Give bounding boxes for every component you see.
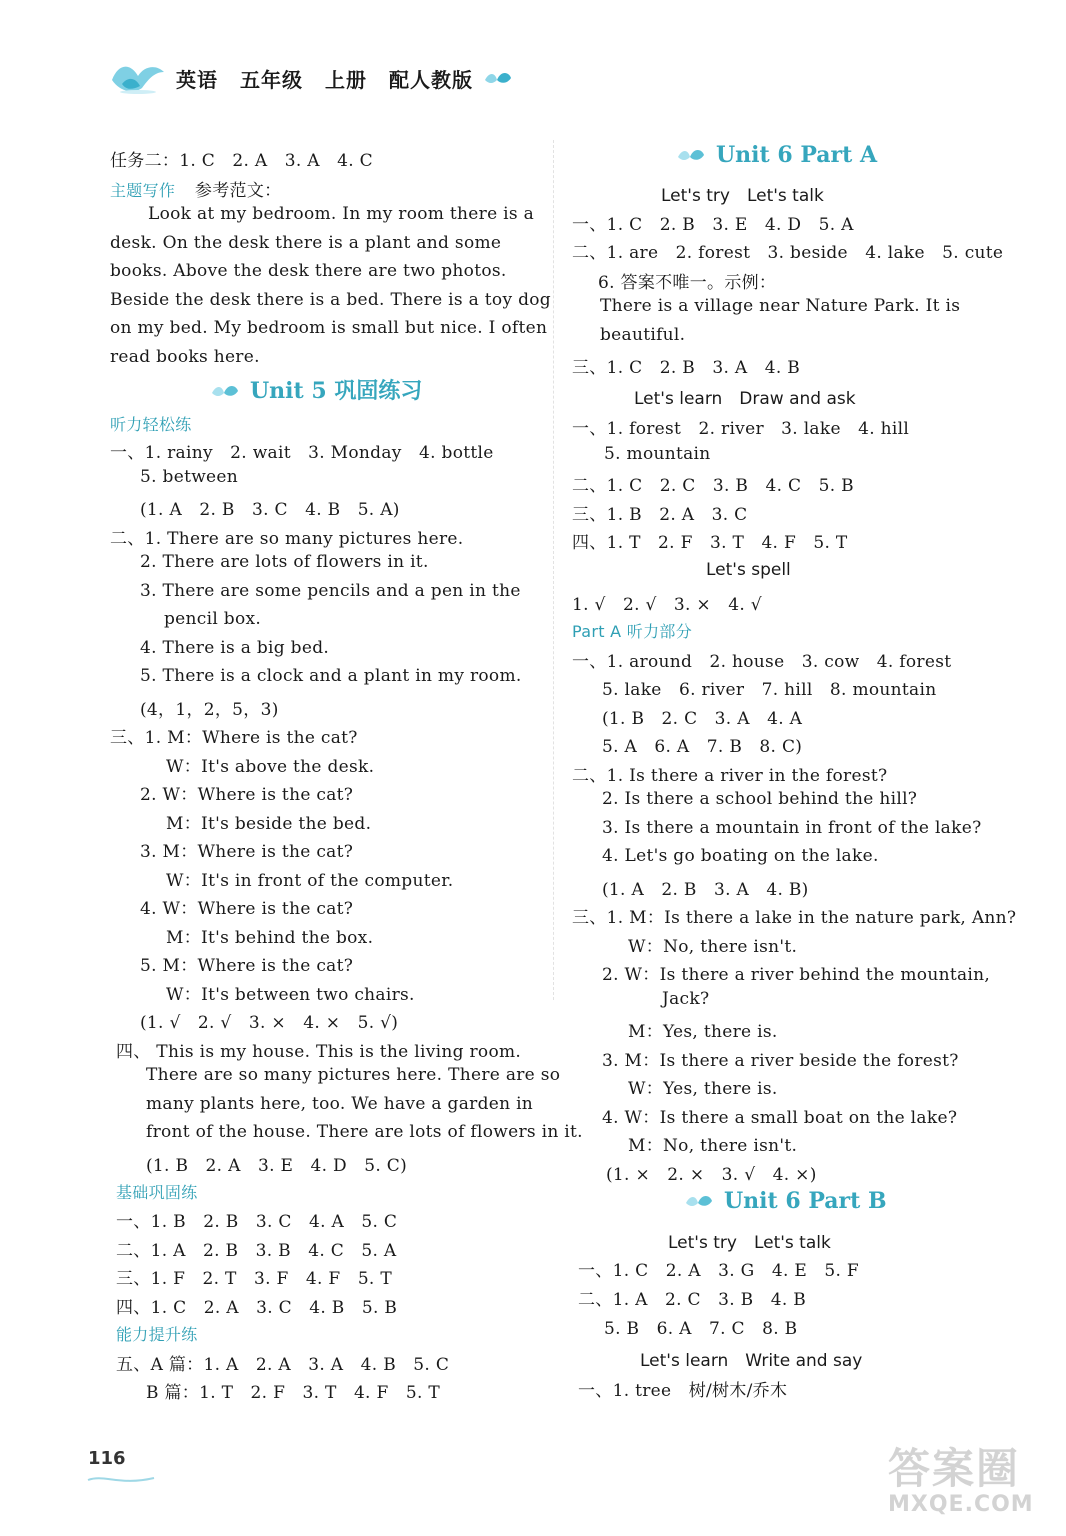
answer-line: 5. A 6. A 7. B 8. C) bbox=[602, 737, 803, 757]
essay-line: books. Above the desk there are two photos. bbox=[110, 261, 507, 281]
answer-line: There are so many pictures here. There are so bbox=[146, 1065, 561, 1085]
answer-line: 1. √ 2. √ 3. × 4. √ bbox=[572, 595, 762, 615]
answer-line: 三、1. F 2. T 3. F 4. F 5. T bbox=[116, 1269, 392, 1289]
answer-line: 4. W：Where is the cat? bbox=[140, 899, 354, 919]
answer-line: 一、1. around 2. house 3. cow 4. forest bbox=[572, 652, 952, 672]
essay-line: desk. On the desk there is a plant and some bbox=[110, 233, 502, 253]
answer-line: 二、1. Is there a river in the forest? bbox=[572, 766, 888, 786]
page-number-underline bbox=[86, 1474, 156, 1486]
answer-line: 二、1. There are so many pictures here. bbox=[110, 529, 464, 549]
answer-line: 4. W：Is there a small boat on the lake? bbox=[602, 1108, 958, 1128]
answer-line: 二、1. are 2. forest 3. beside 4. lake 5. cute bbox=[572, 243, 1004, 263]
answer-line: 3. Is there a mountain in front of the lake? bbox=[602, 818, 982, 838]
answer-line: 4. Let's go boating on the lake. bbox=[602, 846, 879, 866]
answer-line: (1. B 2. A 3. E 4. D 5. C) bbox=[146, 1156, 407, 1176]
answer-line: (1. A 2. B 3. A 4. B) bbox=[602, 880, 809, 900]
answer-line: (1. √ 2. √ 3. × 4. × 5. √) bbox=[140, 1013, 399, 1033]
unit6a-heading bbox=[676, 142, 877, 168]
answer-line: 5. between bbox=[140, 467, 239, 487]
answer-line: There is a village near Nature Park. It is bbox=[600, 296, 961, 316]
writing-label: 主题写作 bbox=[110, 181, 176, 200]
answer-line: M：It's beside the bed. bbox=[166, 814, 372, 834]
answer-line: (1. × 2. × 3. √ 4. ×) bbox=[606, 1165, 817, 1185]
volume: 上册 bbox=[325, 68, 367, 92]
answer-line: M：Yes, there is. bbox=[628, 1022, 778, 1042]
answer-line: 五、A 篇：1. A 2. A 3. A 4. B 5. C bbox=[116, 1355, 450, 1375]
answer-line: 四、1. T 2. F 3. T 4. F 5. T bbox=[572, 533, 848, 553]
section-title: Let's try Let's talk bbox=[668, 1233, 831, 1253]
part-a-label: Part A 听力部分 bbox=[572, 622, 693, 641]
butterfly-icon bbox=[210, 383, 240, 401]
answer-line: (1. A 2. B 3. C 4. B 5. A) bbox=[140, 500, 400, 520]
bird-logo-icon bbox=[108, 58, 168, 96]
answer-line: 5. M：Where is the cat? bbox=[140, 956, 354, 976]
answer-line: W：It's between two chairs. bbox=[166, 985, 415, 1005]
unit6b-title: Unit 6 Part B bbox=[724, 1188, 887, 1214]
task2-answers: 任务二：1. C 2. A 3. A 4. C bbox=[110, 151, 373, 171]
essay-line: Beside the desk there is a bed. There is a toy dog bbox=[110, 290, 551, 310]
watermark-bottom: MXQE.COM bbox=[888, 1492, 1034, 1517]
answer-line: 三、1. M：Is there a lake in the nature park, Ann? bbox=[572, 908, 1017, 928]
answer-line: 三、1. B 2. A 3. C bbox=[572, 505, 748, 525]
answer-line: 四、 This is my house. This is the living room. bbox=[116, 1042, 522, 1062]
writing-ref: 参考范文： bbox=[194, 181, 282, 201]
answer-line: M：No, there isn't. bbox=[628, 1136, 798, 1156]
answer-line: 一、1. C 2. A 3. G 4. E 5. F bbox=[578, 1261, 859, 1281]
watermark-top: 答案圈 bbox=[888, 1444, 1021, 1493]
answer-line: (1. B 2. C 3. A 4. A bbox=[602, 709, 803, 729]
answer-line: 一、1. C 2. B 3. E 4. D 5. A bbox=[572, 215, 854, 235]
section-title: Let's try Let's talk bbox=[661, 186, 824, 206]
page-number: 116 bbox=[88, 1448, 126, 1469]
answer-line: 三、1. C 2. B 3. A 4. B bbox=[572, 358, 801, 378]
answer-line: M：It's behind the box. bbox=[166, 928, 374, 948]
answer-line: W：Yes, there is. bbox=[628, 1079, 778, 1099]
section-title: Let's learn Write and say bbox=[640, 1351, 863, 1371]
answer-line: Jack? bbox=[662, 989, 710, 1009]
answer-line: 四、1. C 2. A 3. C 4. B 5. B bbox=[116, 1298, 398, 1318]
answer-line: front of the house. There are lots of flowers in it. bbox=[146, 1122, 583, 1142]
answer-line: 2. Is there a school behind the hill? bbox=[602, 789, 918, 809]
answer-line: 二、1. A 2. B 3. B 4. C 5. A bbox=[116, 1241, 397, 1261]
unit5-title: Unit 5 巩固练习 bbox=[250, 378, 423, 404]
answer-line: 2. W：Where is the cat? bbox=[140, 785, 354, 805]
answer-line: 6. 答案不唯一。示例： bbox=[598, 273, 777, 293]
answer-line: 2. There are lots of flowers in it. bbox=[140, 552, 429, 572]
answer-line: 4. There is a big bed. bbox=[140, 638, 330, 658]
answer-line: beautiful. bbox=[600, 325, 686, 345]
butterfly-icon bbox=[483, 70, 513, 88]
answer-line: 2. W：Is there a river behind the mountain, bbox=[602, 965, 991, 985]
answer-line: B 篇：1. T 2. F 3. T 4. F 5. T bbox=[146, 1383, 441, 1403]
answer-line: (4，1，2，5，3) bbox=[140, 700, 279, 720]
answer-line: 3. M：Where is the cat? bbox=[140, 842, 354, 862]
answer-line: 一、1. tree 树/树木/乔木 bbox=[578, 1381, 788, 1401]
butterfly-icon bbox=[676, 147, 706, 165]
answer-line: 3. M：Is there a river beside the forest? bbox=[602, 1051, 959, 1071]
answer-line: 5. B 6. A 7. C 8. B bbox=[604, 1319, 798, 1339]
unit6a-title: Unit 6 Part A bbox=[716, 142, 878, 168]
answer-line: W：It's above the desk. bbox=[166, 757, 375, 777]
answer-line: 5. There is a clock and a plant in my room. bbox=[140, 666, 522, 686]
unit6b-heading bbox=[684, 1188, 887, 1214]
answer-line: 5. lake 6. river 7. hill 8. mountain bbox=[602, 680, 937, 700]
basic-label: 基础巩固练 bbox=[116, 1183, 198, 1202]
butterfly-icon bbox=[684, 1193, 714, 1211]
essay-line: Look at my bedroom. In my room there is a bbox=[148, 204, 535, 224]
answer-line: 一、1. rainy 2. wait 3. Monday 4. bottle bbox=[110, 443, 494, 463]
answer-line: W：It's in front of the computer. bbox=[166, 871, 454, 891]
edition: 配人教版 bbox=[389, 68, 473, 92]
answer-line: W：No, there isn't. bbox=[628, 937, 798, 957]
book-title bbox=[176, 64, 495, 93]
ability-label: 能力提升练 bbox=[116, 1325, 198, 1344]
answer-line: 三、1. M：Where is the cat? bbox=[110, 728, 358, 748]
column-divider bbox=[553, 140, 554, 1000]
grade: 五年级 bbox=[240, 68, 303, 92]
answer-line: 3. There are some pencils and a pen in the bbox=[140, 581, 521, 601]
section-title: Let's spell bbox=[706, 560, 791, 580]
listening-label: 听力轻松练 bbox=[110, 415, 192, 434]
answer-line: 二、1. C 2. C 3. B 4. C 5. B bbox=[572, 476, 854, 496]
section-title: Let's learn Draw and ask bbox=[634, 389, 856, 409]
answer-line: many plants here, too. We have a garden in bbox=[146, 1094, 534, 1114]
subject: 英语 bbox=[176, 68, 218, 92]
answer-line: 一、1. forest 2. river 3. lake 4. hill bbox=[572, 419, 910, 439]
unit5-heading bbox=[210, 374, 422, 405]
answer-line: 5. mountain bbox=[604, 444, 711, 464]
writing-heading bbox=[110, 176, 281, 201]
watermark bbox=[888, 1436, 1034, 1517]
answer-line: 二、1. A 2. C 3. B 4. B bbox=[578, 1290, 807, 1310]
answer-line: pencil box. bbox=[164, 609, 262, 629]
answer-line: 一、1. B 2. B 3. C 4. A 5. C bbox=[116, 1212, 398, 1232]
essay-line: on my bed. My bedroom is small but nice. I often bbox=[110, 318, 548, 338]
essay-line: read books here. bbox=[110, 347, 260, 367]
